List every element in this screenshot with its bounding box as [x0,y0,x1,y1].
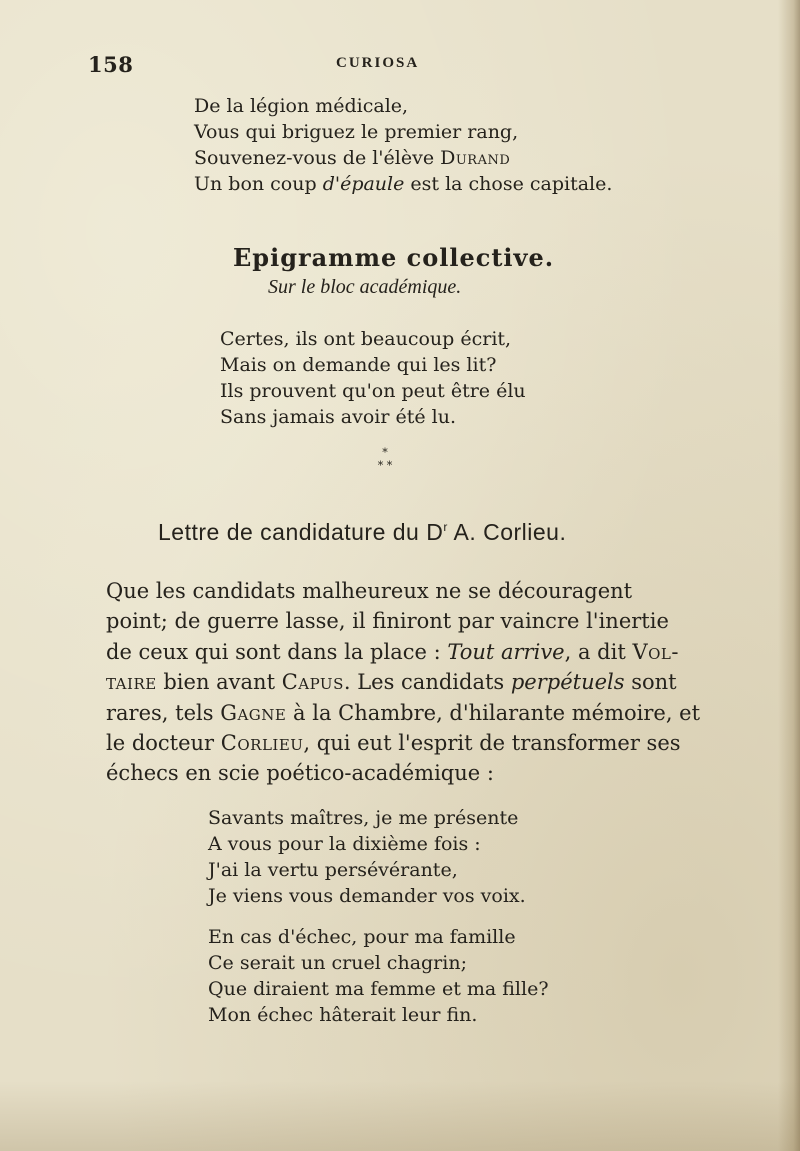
prose-line [106,667,680,697]
letter-paragraph [106,576,701,789]
prose-line [106,606,680,636]
prose-text: point; de guerre lasse, il finiront par vaincre l'inertie [106,609,669,634]
verse-line [194,145,612,171]
epigram-title: Epigramme collective. [233,243,555,272]
prose-text [106,667,677,697]
verse-line: Ce serait un cruel chagrin; [208,952,467,974]
prose-line [106,576,680,606]
verse-line: A vous pour la dixième fois : [208,833,481,855]
prose-text: bien avant [156,670,282,695]
prose-text: échecs en scie poético-académique : [106,761,494,786]
verse-line: Mon échec hâterait leur fin. [208,1004,478,1026]
title-text: A. Corlieu. [447,519,567,545]
italic-phrase: Tout arrive [447,639,565,664]
verse-line: Mais on demande qui les lit? [220,354,497,376]
verse-text: Souvenez-vous de l'élève [194,147,441,169]
verse-line [194,171,612,197]
prose-text [106,637,679,667]
name-gagne: Gagne [220,700,287,725]
verse-line: Certes, ils ont beaucoup écrit, [220,328,512,350]
verse-line: Sans jamais avoir été lu. [220,406,457,428]
verse-line: De la légion médicale, [194,95,409,117]
name-durand: Durand [440,147,511,169]
verse-line: Ils prouvent qu'on peut être élu [220,380,526,402]
prose-line [106,637,680,667]
prose-text: le docteur [106,730,221,755]
prose-text: à la Chambre, d'hilarante mémoire, et [286,700,701,725]
prose-text: , qui eut l'esprit de transformer ses [303,730,681,755]
verse-line: J'ai la vertu persévérante, [208,859,458,881]
asterism-ornament [370,446,400,472]
letter-title [158,519,566,546]
asterism-bottom: * * [377,459,393,472]
verse-line: En cas d'échec, pour ma famille [208,926,516,948]
epigram-subtitle: Sur le bloc académique. [268,276,462,298]
title-superscript: r [443,520,448,534]
prose-text: sont [624,670,677,695]
prose-text: Que les candidats malheureux ne se découragent [106,579,633,603]
prose-text [106,728,681,758]
verse-line: Vous qui briguez le premier rang, [194,121,519,143]
verse-line: Savants maîtres, je me présente [208,807,519,829]
running-head: CURIOSA [336,55,420,71]
prose-text: rares, tels [106,700,221,725]
prose-text: , a dit [564,639,633,664]
stanza-epigram [220,326,526,430]
italic-phrase: perpétuels [510,670,625,695]
page-edge-shadow [778,0,800,1151]
prose-line [106,728,680,758]
stanza-medical-legion [194,93,612,197]
verse-line: Je viens vous demander vos voix. [208,885,526,907]
verse-text: est la chose capitale. [404,173,613,195]
page-number: 158 [88,52,134,77]
name-corlieu: Corlieu [220,730,304,755]
stanza-candidature-1 [208,805,526,909]
name-voltaire: Vol- [632,639,679,664]
italic-phrase: d'épaule [322,173,405,195]
title-text: Lettre de candidature du D [158,519,444,545]
prose-text: . Les candidats [343,670,511,695]
prose-line [106,758,680,788]
name-capus: Capus [281,670,344,695]
stanza-candidature-2 [208,924,549,1028]
name-voltaire: taire [106,670,157,695]
prose-line [106,698,701,728]
verse-line: Que diraient ma femme et ma fille? [208,978,549,1000]
prose-text [106,698,700,728]
page-bottom-shadow [0,1081,800,1151]
verse-text: Un bon coup [194,173,323,195]
prose-text: de ceux qui sont dans la place : [106,639,448,664]
asterism-top: * [382,446,388,459]
